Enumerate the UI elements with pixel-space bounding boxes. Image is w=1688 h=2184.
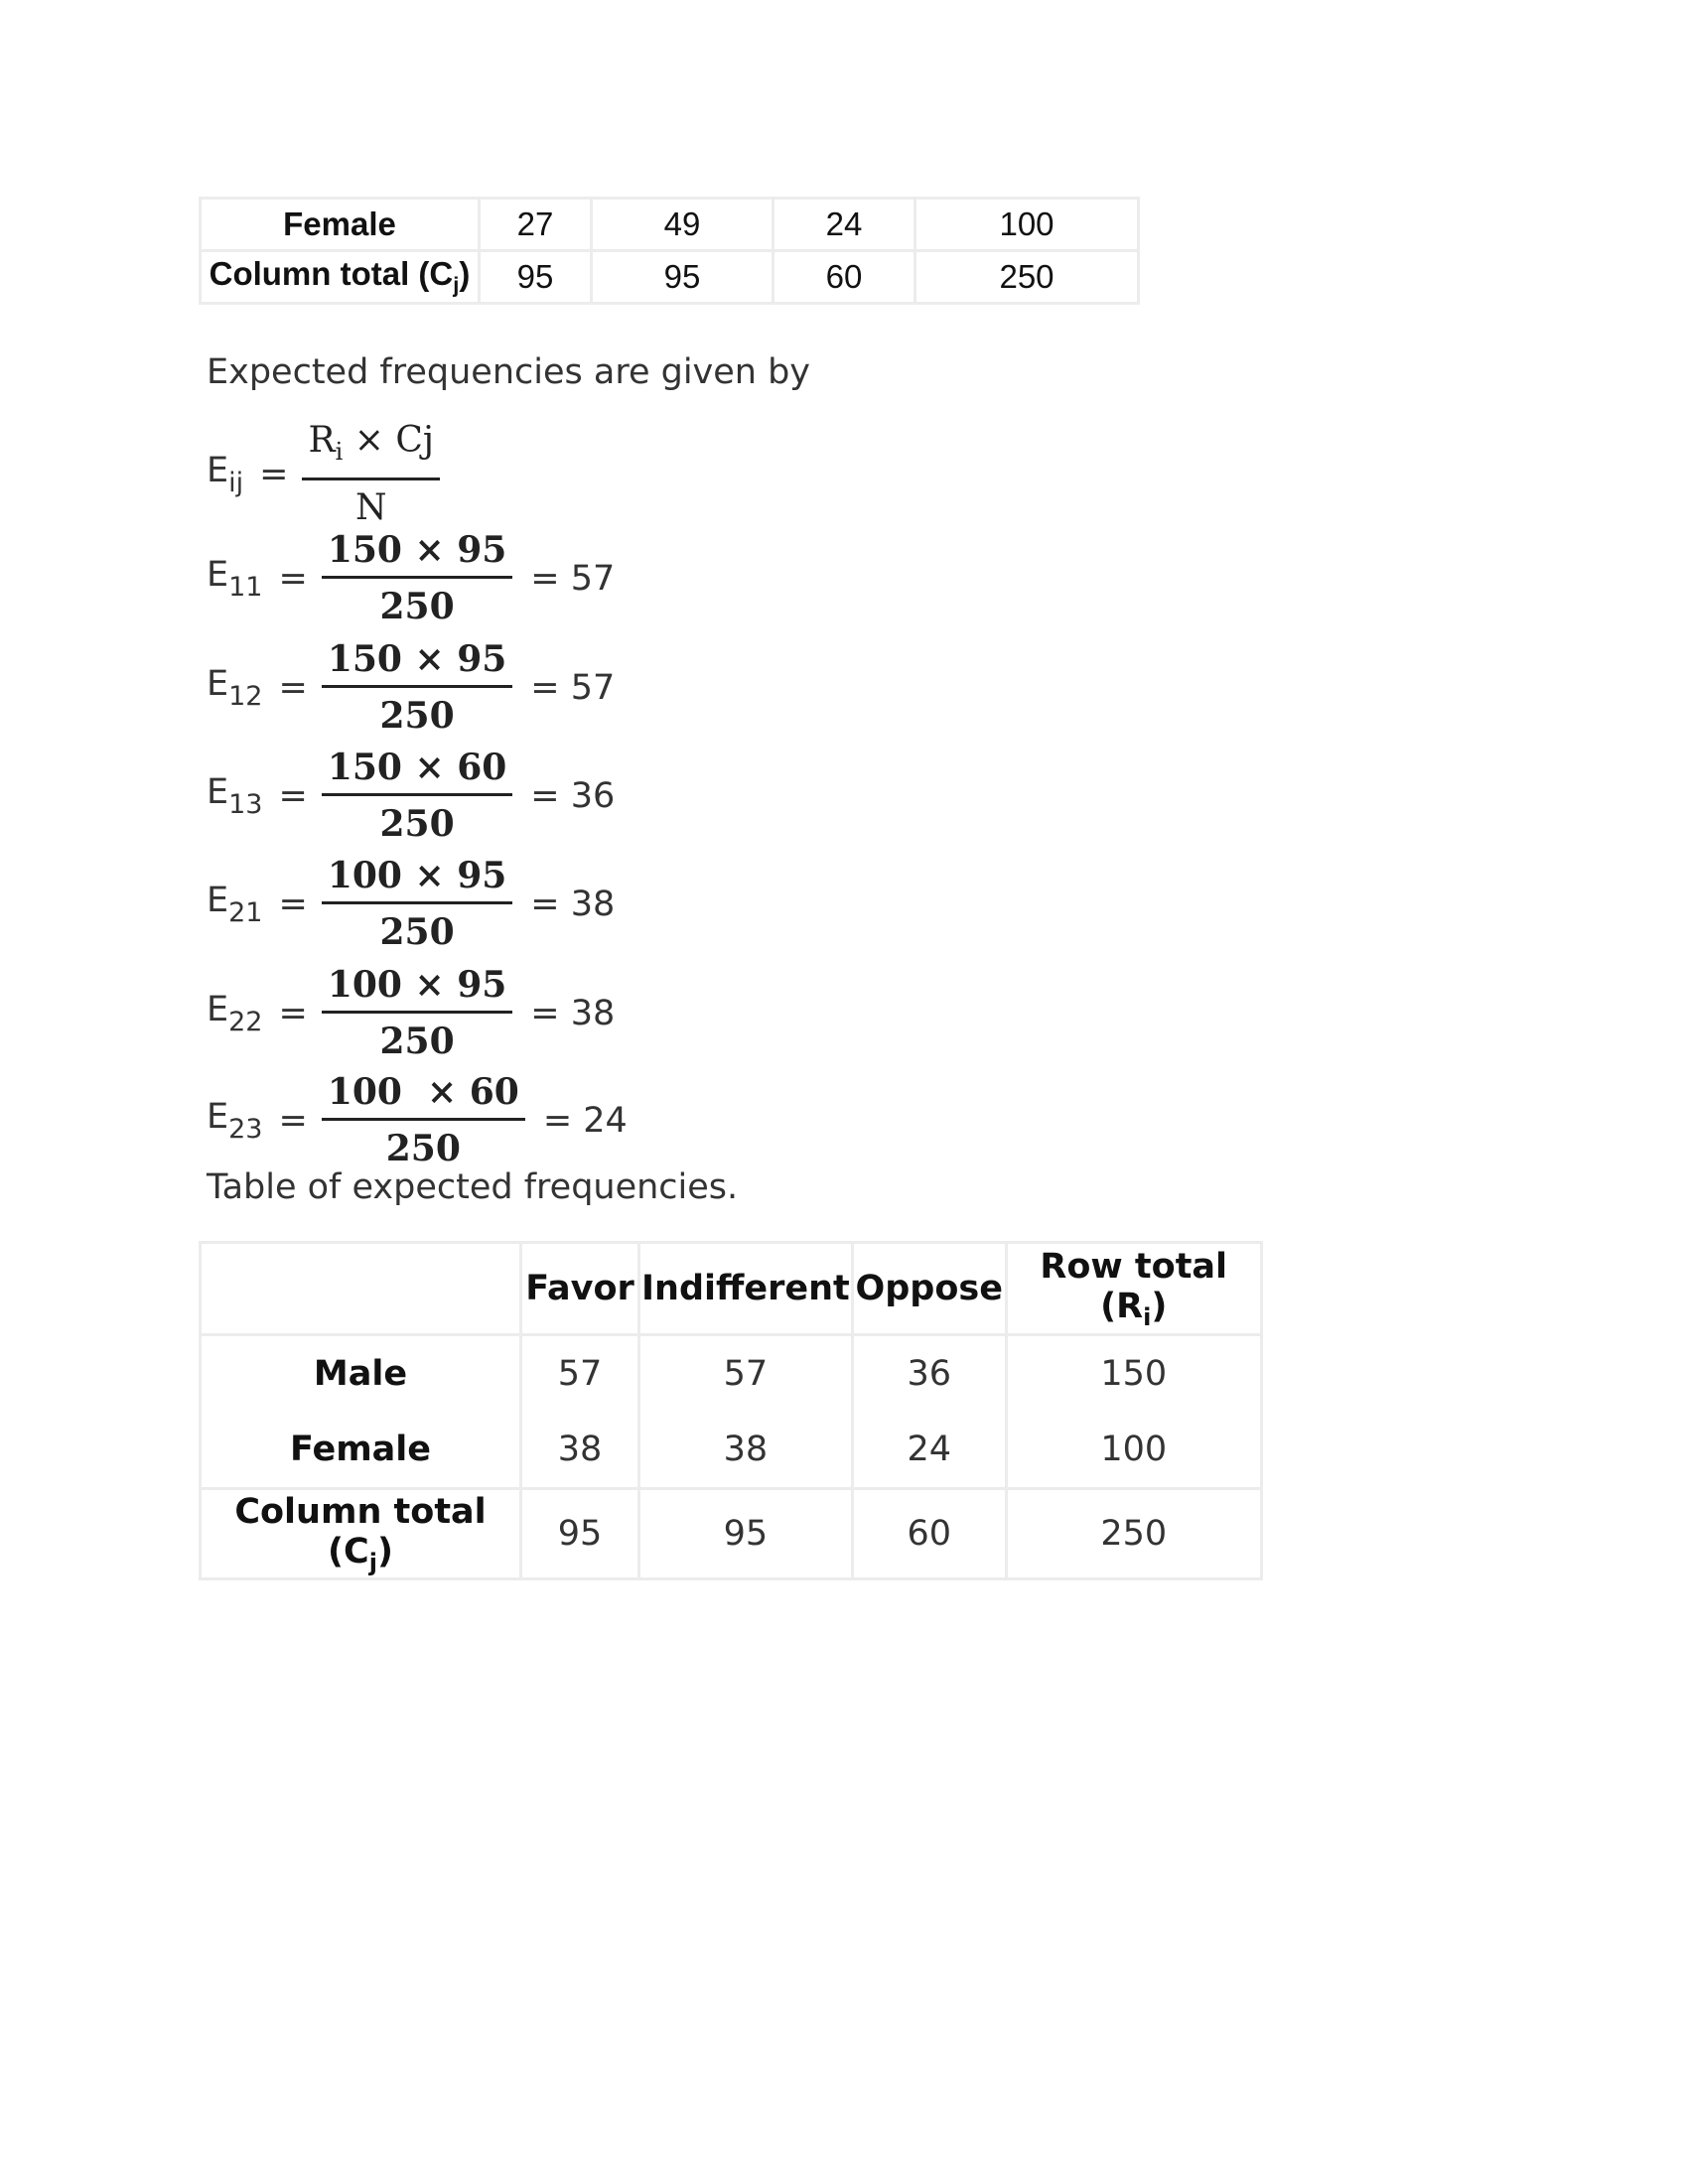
equation-e11: $E_{11}$ = $\frac{150 \times 95}{250}$ = 57 [207, 529, 616, 627]
fraction: $\frac{100 \times 95}{250}$ [322, 854, 512, 954]
equation-e21: $E_{21}$ = $\frac{100 \times 95}{250}$ = 38 [207, 855, 616, 953]
table-cell: 250 [915, 251, 1139, 304]
intro-text: Expected frequencies are given by [207, 352, 811, 392]
table-row [201, 251, 1139, 304]
table-row [201, 1489, 1262, 1579]
column-header-favor: Favor [521, 1243, 639, 1335]
row-label-female: Female [201, 199, 480, 251]
table-cell: 57 [521, 1335, 639, 1413]
expected-frequency-table [199, 1241, 1263, 1580]
table-row [201, 199, 1139, 251]
table-cell: 95 [639, 1489, 853, 1579]
equation-e22: $E_{22}$ = $\frac{100 \times 95}{250}$ = 38 [207, 964, 616, 1062]
table-cell: 36 [852, 1335, 1006, 1413]
table-cell: 95 [521, 1489, 639, 1579]
general-formula: $E_{ij}$ = $\frac{R_i \times Cj}{N}$ [207, 419, 440, 530]
table-cell: 95 [592, 251, 774, 304]
row-label-column-total: Column total $(C_j)$ [201, 251, 480, 304]
equation-e12: $E_{12}$ = $\frac{150 \times 95}{250}$ = 57 [207, 638, 616, 737]
table-cell: 38 [521, 1412, 639, 1489]
table-cell: 57 [639, 1335, 853, 1413]
table-cell: 60 [852, 1489, 1006, 1579]
observed-frequency-table [199, 197, 1140, 305]
fraction: $\frac{100 \times 95}{250}$ [322, 963, 512, 1063]
table-row [201, 1335, 1262, 1413]
equation-e13: $E_{13}$ = $\frac{150 \times 60}{250}$ = 36 [207, 747, 616, 845]
table-cell: 100 [915, 199, 1139, 251]
row-label-column-total: Column total $(C_j)$ [201, 1489, 521, 1579]
row-label-female: Female [201, 1412, 521, 1489]
column-header-indifferent: Indifferent [639, 1243, 853, 1335]
table-cell: 24 [774, 199, 915, 251]
table-cell: 100 [1006, 1412, 1261, 1489]
column-header-row-total: Row total $(R_i)$ [1006, 1243, 1261, 1335]
fraction: $\frac{150 \times 95}{250}$ [322, 528, 512, 628]
table-cell: 250 [1006, 1489, 1261, 1579]
row-label-male: Male [201, 1335, 521, 1413]
column-header-oppose: Oppose [852, 1243, 1006, 1335]
table-cell: 49 [592, 199, 774, 251]
table-row [201, 1412, 1262, 1489]
table-cell: 60 [774, 251, 915, 304]
table-cell: 27 [480, 199, 592, 251]
fraction: $\frac{100 \times 60}{250}$ [322, 1070, 525, 1170]
table-cell: 95 [480, 251, 592, 304]
fraction: $\frac{150 \times 60}{250}$ [322, 746, 512, 846]
equation-e23: $E_{23}$ = $\frac{100 \times 60}{250}$ = 24 [207, 1071, 628, 1169]
fraction: $\frac{150 \times 95}{250}$ [322, 637, 512, 738]
table-caption: Table of expected frequencies. [207, 1167, 739, 1207]
fraction: $\frac{R_i \times Cj}{N}$ [302, 419, 440, 530]
table-header-row [201, 1243, 1262, 1335]
column-header-empty [201, 1243, 521, 1335]
table-cell: 38 [639, 1412, 853, 1489]
table-cell: 24 [852, 1412, 1006, 1489]
table-cell: 150 [1006, 1335, 1261, 1413]
